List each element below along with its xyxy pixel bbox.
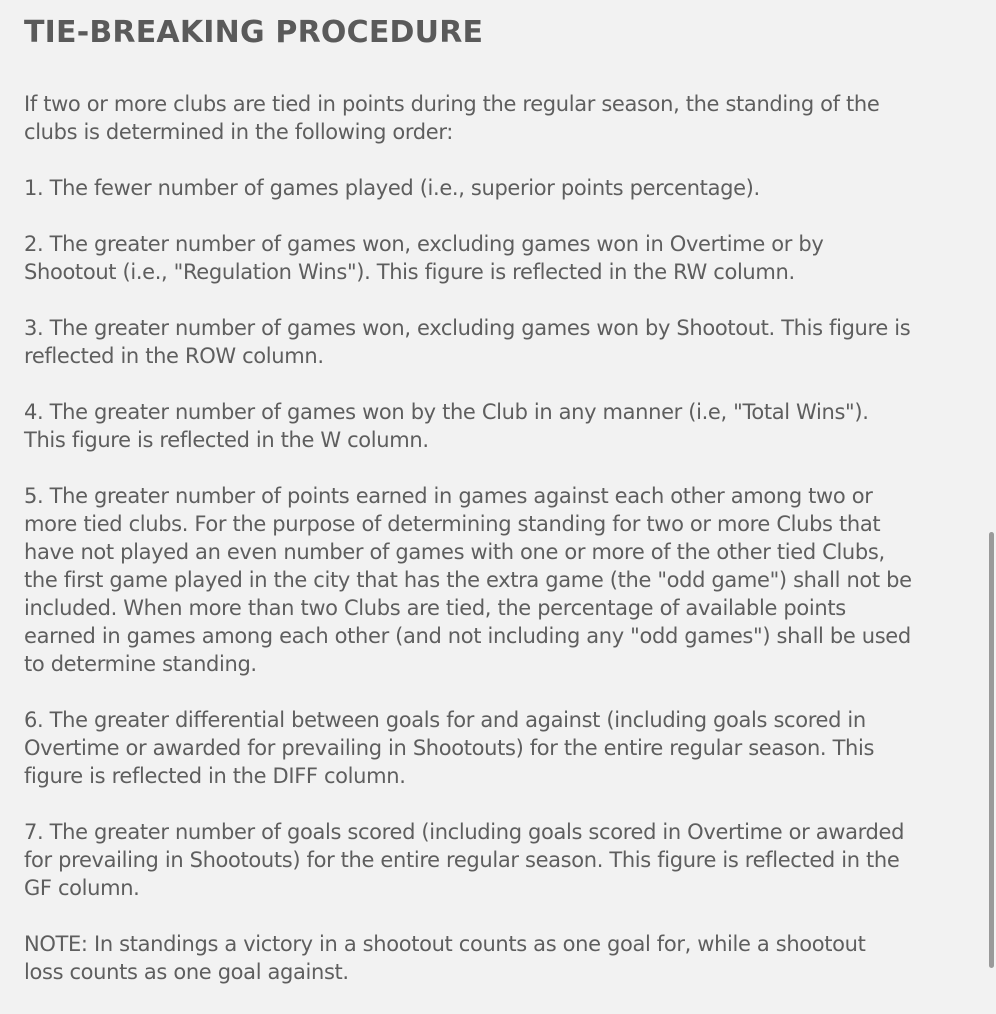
procedure-content [24,90,984,1014]
rule-3-paragraph: 3. The greater number of games won, excluding games won by Shootout. This figure is reflected in the ROW column. [24,316,911,368]
rule-4-paragraph: 4. The greater number of games won by the Club in any manner (i.e, "Total Wins"). This figure is reflected in the W column. [24,400,869,452]
rule-1-paragraph: 1. The fewer number of games played (i.e., superior points percentage). [24,176,760,200]
vertical-scrollbar[interactable] [989,532,994,968]
rule-2-paragraph: 2. The greater number of games won, excluding games won in Overtime or by Shootout (i.e., "Regulation Wins"). This figure is reflected in the RW column. [24,232,824,284]
intro-paragraph: If two or more clubs are tied in points during the regular season, the standing of the clubs is determined in the following order: [24,92,880,144]
page-title: TIE-BREAKING PROCEDURE [24,15,484,50]
rule-5-paragraph: 5. The greater number of points earned in games against each other among two or more tied clubs. For the purpose of determining standing for two or more Clubs that have not played an even number of games with one or more of the other tied Clubs, the first game played in the city that has the extra game (the "odd game") shall not be included. When more than two Clubs are tied, the percentage of available points earned in games among each other (and not including any "odd games") shall be used to determine standing. [24,484,912,676]
note-paragraph: NOTE: In standings a victory in a shootout counts as one goal for, while a shootout loss counts as one goal against. [24,932,866,984]
rule-7-paragraph: 7. The greater number of goals scored (including goals scored in Overtime or awarded for prevailing in Shootouts) for the entire regular season. This figure is reflected in the GF column. [24,820,905,900]
rule-6-paragraph: 6. The greater differential between goals for and against (including goals scored in Overtime or awarded for prevailing in Shootouts) for the entire regular season. This figure is reflected in the DIFF column. [24,708,875,788]
